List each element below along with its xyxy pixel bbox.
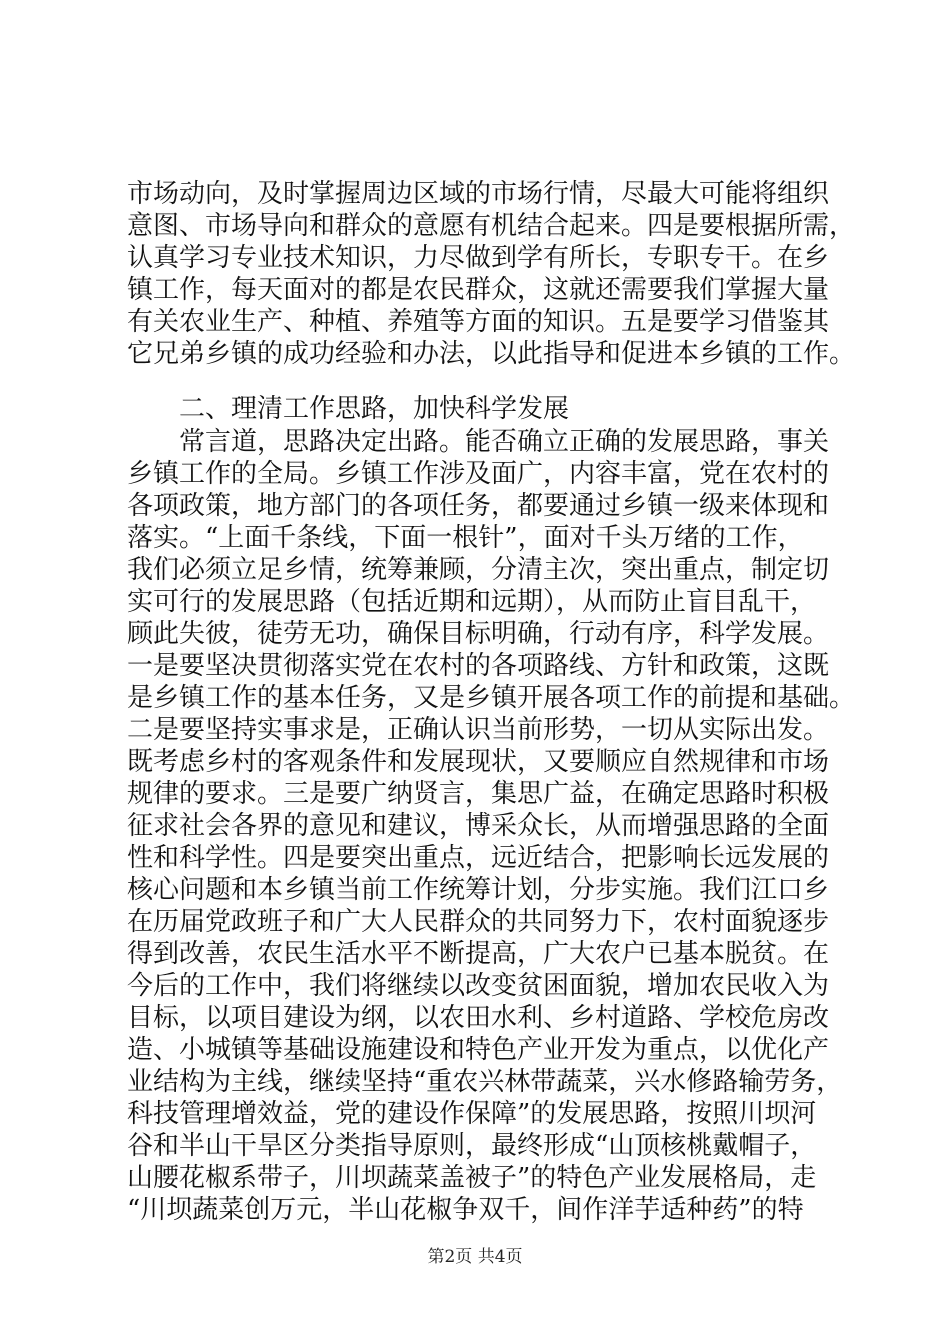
body-text-line: 实可行的发展思路（包括近期和远期），从而防止盲目乱干， (127, 587, 817, 617)
body-text-line: 意图、市场导向和群众的意愿有机结合起来。四是要根据所需， (127, 211, 856, 241)
body-text-line: 谷和半山干旱区分类指导原则，最终形成“山顶核桃戴帽子， (127, 1131, 817, 1161)
body-text-line: 规律的要求。三是要广纳贤言，集思广益，在确定思路时积极 (127, 779, 830, 809)
body-text-line: 镇工作，每天面对的都是农民群众，这就还需要我们掌握大量 (127, 275, 830, 305)
section-heading: 二、理清工作思路，加快科学发展 (127, 394, 570, 424)
body-text-line: 造、小城镇等基础设施建设和特色产业开发为重点，以优化产 (127, 1035, 830, 1065)
body-text-line: 各项政策，地方部门的各项任务，都要通过乡镇一级来体现和 (127, 491, 830, 521)
body-text-line: 核心问题和本乡镇当前工作统筹计划，分步实施。我们江口乡 (127, 875, 830, 905)
body-text-line: 顾此失彼，徒劳无功，确保目标明确，行动有序，科学发展。 (127, 619, 830, 649)
body-text-line: 常言道，思路决定出路。能否确立正确的发展思路，事关 (127, 427, 830, 457)
body-text-line: 乡镇工作的全局。乡镇工作涉及面广，内容丰富，党在农村的 (127, 459, 830, 489)
page-number-footer: 第2页 共4页 (427, 1247, 523, 1267)
body-text-line: 落实。“上面千条线，下面一根针”，面对千头万绪的工作， (127, 523, 804, 553)
body-text-line: 一是要坚决贯彻落实党在农村的各项路线、方针和政策，这既 (127, 651, 830, 681)
body-text-line: “川坝蔬菜创万元，半山花椒争双千，间作洋芋适种药”的特 (127, 1195, 804, 1225)
body-text-line: 今后的工作中，我们将继续以改变贫困面貌，增加农民收入为 (127, 971, 830, 1001)
body-text-line: 得到改善，农民生活水平不断提高，广大农户已基本脱贫。在 (127, 939, 830, 969)
body-text-line: 是乡镇工作的基本任务，又是乡镇开展各项工作的前提和基础。 (127, 683, 856, 713)
body-text-line: 它兄弟乡镇的成功经验和办法，以此指导和促进本乡镇的工作。 (127, 339, 856, 369)
body-text-line: 认真学习专业技术知识，力尽做到学有所长，专职专干。在乡 (127, 243, 830, 273)
body-text-line: 我们必须立足乡情，统筹兼顾，分清主次，突出重点，制定切 (127, 555, 830, 585)
body-text-line: 山腰花椒系带子，川坝蔬菜盖被子”的特色产业发展格局，走 (127, 1163, 817, 1193)
body-text-line: 市场动向，及时掌握周边区域的市场行情，尽最大可能将组织 (127, 179, 830, 209)
body-text-line: 在历届党政班子和广大人民群众的共同努力下，农村面貌逐步 (127, 907, 830, 937)
body-text-line: 既考虑乡村的客观条件和发展现状，又要顺应自然规律和市场 (127, 747, 830, 777)
body-text-line: 科技管理增效益，党的建设作保障”的发展思路，按照川坝河 (127, 1099, 817, 1129)
body-text-line: 有关农业生产、种植、养殖等方面的知识。五是要学习借鉴其 (127, 307, 830, 337)
body-text-line: 征求社会各界的意见和建议，博采众长，从而增强思路的全面 (127, 811, 830, 841)
body-text-line: 二是要坚持实事求是，正确认识当前形势，一切从实际出发。 (127, 715, 830, 745)
body-text-line: 目标，以项目建设为纲，以农田水利、乡村道路、学校危房改 (127, 1003, 830, 1033)
body-text-line: 业结构为主线，继续坚持“重农兴林带蔬菜，兴水修路输劳务， (127, 1067, 843, 1097)
body-text-line: 性和科学性。四是要突出重点，远近结合，把影响长远发展的 (127, 843, 830, 873)
